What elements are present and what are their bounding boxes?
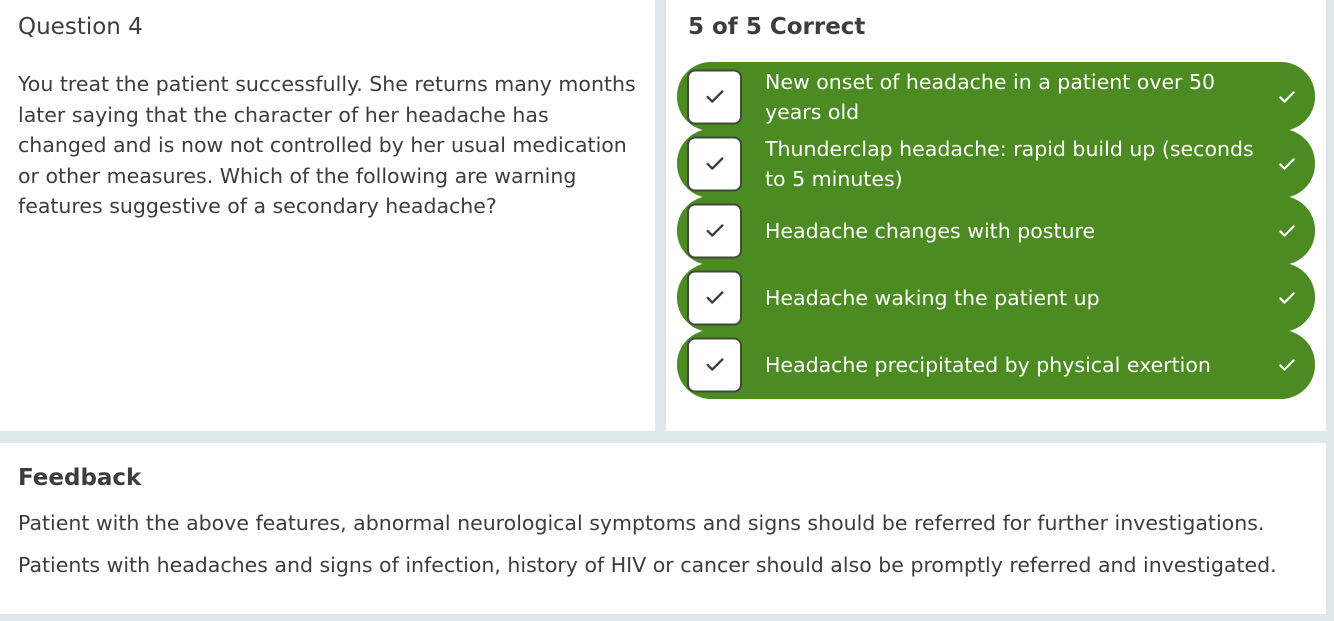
correct-tick-icon [1277,221,1297,241]
correct-tick-icon [1277,355,1297,375]
answer-checkbox[interactable] [687,203,742,258]
checkmark-icon [704,354,726,376]
answer-option[interactable] [677,196,1315,265]
checkmark-icon [704,220,726,242]
question-panel [0,0,655,431]
checkmark-icon [704,86,726,108]
correct-tick-icon [1277,288,1297,308]
answer-option[interactable] [677,62,1315,131]
answer-label: Headache changes with posture [765,218,1096,243]
answer-list [677,62,1315,397]
answer-label: Headache waking the patient up [765,285,1100,310]
question-text: You treat the patient successfully. She returns many months later saying that the character of her headache has changed and is now not controlled by her usual medication or other measures. Which of the following are warning features suggestive of a secondary headache? [18,72,636,218]
answer-checkbox[interactable] [687,337,742,392]
answer-option[interactable] [677,330,1315,399]
score-summary: 5 of 5 Correct [688,14,866,40]
answer-option[interactable] [677,263,1315,332]
question-title: Question 4 [18,14,143,40]
answer-option[interactable] [677,129,1315,198]
answer-checkbox[interactable] [687,69,742,124]
checkmark-icon [704,153,726,175]
answers-panel [666,0,1326,431]
answer-label: New onset of headache in a patient over 50 years old [765,69,1216,124]
answer-label: Thunderclap headache: rapid build up (seconds to 5 minutes) [765,136,1254,191]
feedback-panel [0,443,1326,614]
answer-checkbox[interactable] [687,136,742,191]
checkmark-icon [704,287,726,309]
answer-label: Headache precipitated by physical exertion [765,352,1211,377]
feedback-text: Patient with the above features, abnormal neurological symptoms and signs should be referred for further investigations. [18,511,1265,535]
feedback-title: Feedback [18,465,142,491]
correct-tick-icon [1277,87,1297,107]
correct-tick-icon [1277,154,1297,174]
answer-checkbox[interactable] [687,270,742,325]
feedback-text: Patients with headaches and signs of infection, history of HIV or cancer should also be promptly referred and investigated. [18,553,1277,577]
